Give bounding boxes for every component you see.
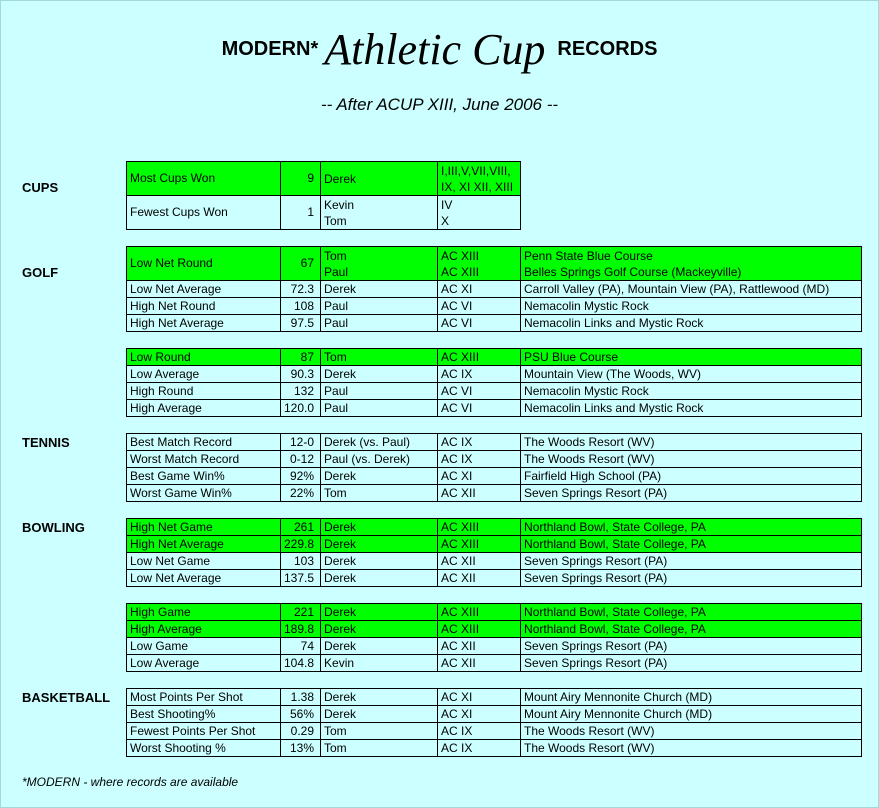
table-row	[127, 349, 862, 366]
record-event	[438, 485, 521, 502]
record-holder-line: Derek	[324, 571, 357, 585]
record-value: 9	[281, 162, 321, 196]
record-event	[438, 383, 521, 400]
record-location-line: PSU Blue Course	[524, 350, 619, 364]
record-holder-line: Tom	[324, 741, 347, 755]
record-category: High Net Average	[127, 536, 281, 553]
record-category: Low Average	[127, 655, 281, 672]
record-value: 0-12	[281, 451, 321, 468]
record-event	[438, 281, 521, 298]
section-label-golf: GOLF	[22, 265, 59, 280]
record-location	[521, 349, 862, 366]
record-event	[438, 349, 521, 366]
table-row	[127, 434, 862, 451]
record-category: High Net Game	[127, 519, 281, 536]
page-subtitle: -- After ACUP XIII, June 2006 --	[320, 95, 559, 114]
record-location	[521, 400, 862, 417]
record-event-line: IV	[441, 197, 453, 212]
record-value: 137.5	[281, 570, 321, 587]
record-category: Best Game Win%	[127, 468, 281, 485]
record-category: High Average	[127, 621, 281, 638]
record-event	[438, 451, 521, 468]
record-holder-line: Tom	[324, 724, 347, 738]
record-value: 1.38	[281, 689, 321, 706]
table-row	[127, 553, 862, 570]
record-location-line: The Woods Resort (WV)	[524, 452, 655, 466]
record-event-line: AC IX	[441, 724, 473, 738]
record-event	[438, 196, 521, 230]
record-category: Worst Match Record	[127, 451, 281, 468]
record-category: High Round	[127, 383, 281, 400]
record-location	[521, 655, 862, 672]
record-event	[438, 519, 521, 536]
record-holder-line: Derek	[324, 622, 357, 636]
record-event	[438, 162, 521, 196]
section-label-cups: CUPS	[22, 180, 59, 195]
table-row	[127, 706, 862, 723]
record-location	[521, 621, 862, 638]
record-location	[521, 604, 862, 621]
record-category: Fewest Cups Won	[127, 196, 281, 230]
record-event	[438, 570, 521, 587]
record-value: 13%	[281, 740, 321, 757]
record-holder-line: Derek	[324, 469, 357, 483]
record-event-line: I,III,V,VII,VIII,	[441, 163, 511, 178]
record-holder	[321, 604, 438, 621]
record-holder	[321, 723, 438, 740]
record-holder	[321, 553, 438, 570]
record-location-line: Carroll Valley (PA), Mountain View (PA), Rattlewood (MD)	[524, 282, 830, 296]
record-location	[521, 468, 862, 485]
tennis-records-table	[126, 433, 862, 502]
record-category: High Net Round	[127, 298, 281, 315]
record-holder-line: Derek	[324, 520, 357, 534]
record-event-line: AC IX	[441, 452, 473, 466]
page-title	[0, 24, 879, 75]
basketball-records-table	[126, 688, 862, 757]
record-location	[521, 519, 862, 536]
record-event-line: AC VI	[441, 299, 473, 313]
record-location-line: Mount Airy Mennonite Church (MD)	[524, 707, 713, 721]
record-value: 90.3	[281, 366, 321, 383]
title-prefix: MODERN*	[221, 38, 319, 60]
record-event-line: AC XII	[441, 656, 476, 670]
record-event	[438, 689, 521, 706]
record-category: Worst Shooting %	[127, 740, 281, 757]
record-holder-line: Derek	[324, 282, 357, 296]
record-event-line: AC VI	[441, 384, 473, 398]
record-value: 0.29	[281, 723, 321, 740]
record-holder	[321, 570, 438, 587]
golf-net-records-table	[126, 246, 862, 332]
table-row	[127, 298, 862, 315]
record-value: 67	[281, 247, 321, 281]
record-location-line: Nemacolin Links and Mystic Rock	[524, 316, 704, 330]
table-row	[127, 740, 862, 757]
record-location-line: Mount Airy Mennonite Church (MD)	[524, 690, 713, 704]
record-holder-line: Derek	[324, 690, 357, 704]
record-event	[438, 723, 521, 740]
record-event-line: AC XIII	[441, 520, 480, 534]
record-holder	[321, 366, 438, 383]
record-value: 261	[281, 519, 321, 536]
record-event-line: AC XI	[441, 469, 473, 483]
record-location	[521, 451, 862, 468]
record-event-line: AC XIII	[441, 350, 480, 364]
record-value: 120.0	[281, 400, 321, 417]
section-label-tennis: TENNIS	[22, 435, 70, 450]
record-category: Most Points Per Shot	[127, 689, 281, 706]
record-category: Low Net Round	[127, 247, 281, 281]
record-category: Low Net Average	[127, 570, 281, 587]
record-category: Low Net Average	[127, 281, 281, 298]
record-location	[521, 383, 862, 400]
record-event	[438, 655, 521, 672]
record-event-line: X	[441, 213, 450, 228]
record-location-line: The Woods Resort (WV)	[524, 435, 655, 449]
record-value: 56%	[281, 706, 321, 723]
table-row	[127, 281, 862, 298]
record-holder-line: Paul (vs. Derek)	[324, 452, 411, 466]
record-value: 12-0	[281, 434, 321, 451]
record-holder-line: Derek	[324, 554, 357, 568]
record-event-line: AC XII	[441, 571, 476, 585]
record-value: 104.8	[281, 655, 321, 672]
record-holder	[321, 706, 438, 723]
record-holder	[321, 468, 438, 485]
record-location	[521, 247, 862, 281]
record-location-line: Northland Bowl, State College, PA	[524, 622, 706, 636]
record-event	[438, 536, 521, 553]
record-event-line: IX, XI XII, XIII	[441, 179, 514, 194]
record-event-line: AC XIII	[441, 622, 480, 636]
record-location-line: Seven Springs Resort (PA)	[524, 486, 668, 500]
record-holder-line: Tom	[324, 486, 347, 500]
record-event	[438, 706, 521, 723]
record-holder-line: Kevin	[324, 197, 355, 212]
record-category: High Average	[127, 400, 281, 417]
footnote: *MODERN - where records are available	[22, 775, 239, 789]
record-event-line: AC VI	[441, 316, 473, 330]
record-event	[438, 247, 521, 281]
record-holder	[321, 281, 438, 298]
table-row	[127, 485, 862, 502]
table-row	[127, 638, 862, 655]
record-location-line: Seven Springs Resort (PA)	[524, 571, 668, 585]
record-event	[438, 553, 521, 570]
record-holder-line: Derek	[324, 707, 357, 721]
record-event-line: AC XII	[441, 639, 476, 653]
record-value: 221	[281, 604, 321, 621]
record-location-line: Belles Springs Golf Course (Mackeyville)	[524, 264, 742, 279]
table-row	[127, 247, 862, 281]
record-location	[521, 689, 862, 706]
table-row	[127, 315, 862, 332]
bowling-net-records-table	[126, 518, 862, 587]
bowling-gross-records-table	[126, 603, 862, 672]
table-row	[127, 451, 862, 468]
record-holder-line: Tom	[324, 213, 347, 228]
record-holder	[321, 740, 438, 757]
record-location-line: Fairfield High School (PA)	[524, 469, 662, 483]
record-event-line: AC XII	[441, 554, 476, 568]
table-row	[127, 162, 521, 196]
record-event	[438, 366, 521, 383]
record-category: Most Cups Won	[127, 162, 281, 196]
record-holder	[321, 536, 438, 553]
record-holder-line: Paul	[324, 401, 349, 415]
record-value: 229.8	[281, 536, 321, 553]
record-location-line: Penn State Blue Course	[524, 248, 653, 263]
record-event	[438, 740, 521, 757]
record-holder	[321, 655, 438, 672]
record-holder-line: Tom	[324, 350, 347, 364]
record-holder-line: Derek	[324, 537, 357, 551]
record-location	[521, 434, 862, 451]
record-event	[438, 604, 521, 621]
record-event	[438, 434, 521, 451]
record-location-line: Seven Springs Resort (PA)	[524, 554, 668, 568]
record-location-line: Nemacolin Links and Mystic Rock	[524, 401, 704, 415]
record-category: Low Round	[127, 349, 281, 366]
record-value: 72.3	[281, 281, 321, 298]
record-category: Worst Game Win%	[127, 485, 281, 502]
table-row	[127, 196, 521, 230]
record-value: 92%	[281, 468, 321, 485]
record-event-line: AC VI	[441, 401, 473, 415]
table-row	[127, 383, 862, 400]
record-event-line: AC XIII	[441, 248, 480, 263]
table-row	[127, 536, 862, 553]
record-event-line: AC XI	[441, 690, 473, 704]
record-value: 74	[281, 638, 321, 655]
record-holder	[321, 400, 438, 417]
record-holder	[321, 519, 438, 536]
record-location	[521, 553, 862, 570]
record-holder	[321, 196, 438, 230]
record-holder	[321, 434, 438, 451]
table-row	[127, 519, 862, 536]
table-row	[127, 468, 862, 485]
record-location-line: Northland Bowl, State College, PA	[524, 605, 706, 619]
record-category: High Game	[127, 604, 281, 621]
section-label-bowling: BOWLING	[22, 520, 85, 535]
record-event-line: AC IX	[441, 367, 473, 381]
record-holder	[321, 247, 438, 281]
record-holder	[321, 162, 438, 196]
record-category: Low Net Game	[127, 553, 281, 570]
record-event-line: AC IX	[441, 741, 473, 755]
record-location-line: Seven Springs Resort (PA)	[524, 656, 668, 670]
record-event	[438, 468, 521, 485]
record-location	[521, 723, 862, 740]
record-holder-line: Paul	[324, 299, 349, 313]
table-row	[127, 366, 862, 383]
table-row	[127, 570, 862, 587]
record-value: 132	[281, 383, 321, 400]
title-script: Athletic Cup	[324, 25, 546, 74]
record-event-line: AC IX	[441, 435, 473, 449]
record-holder-line: Tom	[324, 248, 347, 263]
record-value: 1	[281, 196, 321, 230]
record-location	[521, 638, 862, 655]
record-holder-line: Paul	[324, 264, 349, 279]
record-event-line: AC XIII	[441, 605, 480, 619]
cups-records-table	[126, 161, 521, 230]
record-holder-line: Derek	[324, 171, 357, 186]
record-location	[521, 536, 862, 553]
record-location	[521, 315, 862, 332]
record-holder	[321, 621, 438, 638]
record-location-line: Nemacolin Mystic Rock	[524, 299, 649, 313]
record-location	[521, 298, 862, 315]
record-event	[438, 315, 521, 332]
record-value: 103	[281, 553, 321, 570]
record-location-line: Northland Bowl, State College, PA	[524, 537, 706, 551]
table-row	[127, 621, 862, 638]
record-holder	[321, 383, 438, 400]
record-value: 22%	[281, 485, 321, 502]
section-label-basketball: BASKETBALL	[22, 690, 111, 705]
table-row	[127, 689, 862, 706]
record-location	[521, 706, 862, 723]
record-event	[438, 298, 521, 315]
record-event-line: AC XI	[441, 707, 473, 721]
record-location	[521, 366, 862, 383]
record-holder-line: Paul	[324, 384, 349, 398]
record-location-line: Nemacolin Mystic Rock	[524, 384, 649, 398]
record-value: 108	[281, 298, 321, 315]
record-holder-line: Derek	[324, 605, 357, 619]
table-row	[127, 655, 862, 672]
record-holder-line: Paul	[324, 316, 349, 330]
record-holder	[321, 315, 438, 332]
record-holder-line: Derek (vs. Paul)	[324, 435, 411, 449]
table-row	[127, 604, 862, 621]
record-location-line: The Woods Resort (WV)	[524, 724, 655, 738]
record-holder	[321, 349, 438, 366]
record-holder	[321, 485, 438, 502]
record-holder	[321, 298, 438, 315]
record-category: Low Game	[127, 638, 281, 655]
record-location	[521, 740, 862, 757]
record-holder-line: Kevin	[324, 656, 355, 670]
record-location-line: The Woods Resort (WV)	[524, 741, 655, 755]
table-row	[127, 723, 862, 740]
record-holder	[321, 451, 438, 468]
record-location	[521, 281, 862, 298]
record-event	[438, 638, 521, 655]
table-row	[127, 400, 862, 417]
record-value: 97.5	[281, 315, 321, 332]
record-event-line: AC XI	[441, 282, 473, 296]
record-holder	[321, 638, 438, 655]
record-category: Fewest Points Per Shot	[127, 723, 281, 740]
record-category: High Net Average	[127, 315, 281, 332]
record-location	[521, 570, 862, 587]
record-category: Best Shooting%	[127, 706, 281, 723]
record-category: Low Average	[127, 366, 281, 383]
record-location-line: Seven Springs Resort (PA)	[524, 639, 668, 653]
record-holder	[321, 689, 438, 706]
record-category: Best Match Record	[127, 434, 281, 451]
record-event-line: AC XIII	[441, 264, 480, 279]
record-holder-line: Derek	[324, 639, 357, 653]
golf-gross-records-table	[126, 348, 862, 417]
record-value: 189.8	[281, 621, 321, 638]
record-value: 87	[281, 349, 321, 366]
record-location-line: Northland Bowl, State College, PA	[524, 520, 706, 534]
record-event	[438, 621, 521, 638]
record-location-line: Mountain View (The Woods, WV)	[524, 367, 701, 381]
title-suffix: RECORDS	[557, 38, 658, 60]
record-event-line: AC XIII	[441, 537, 480, 551]
record-holder-line: Derek	[324, 367, 357, 381]
record-location	[521, 485, 862, 502]
record-event	[438, 400, 521, 417]
record-event-line: AC XII	[441, 486, 476, 500]
